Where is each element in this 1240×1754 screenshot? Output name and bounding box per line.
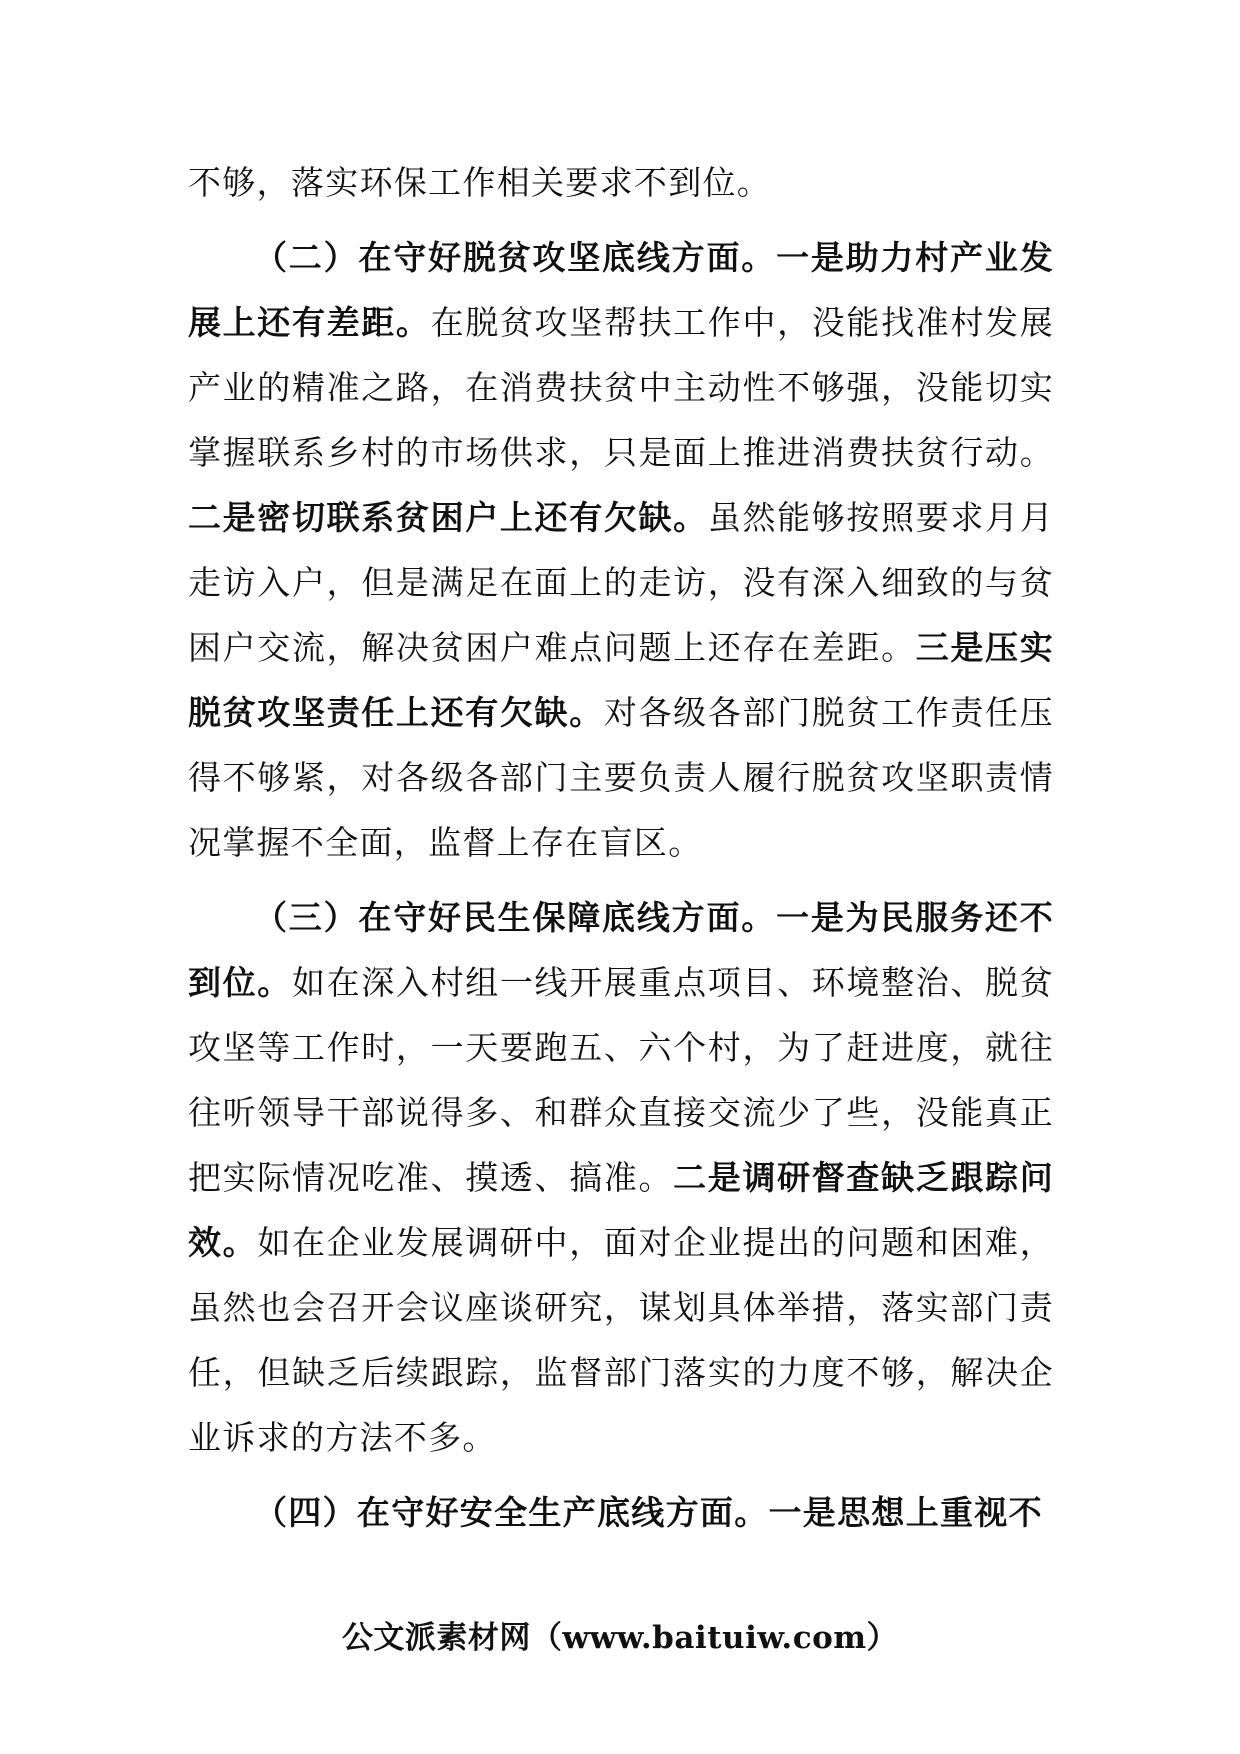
page-footer-watermark: 公文派素材网（www.baituiw.com） (341, 1620, 899, 1656)
paragraph-spacer (188, 1470, 1054, 1480)
point-text: 虽然能够按照要求月月走访入户，但是满足在面上的走访，没有深入细致的与贫困户交流，解决贫困户难点问题上还存在差距。 (188, 498, 1055, 667)
paragraph-continuation (188, 150, 1054, 215)
point-title: 一是助力村产业发展上还有差距。 (188, 238, 1055, 342)
section-livelihood (188, 885, 1054, 1470)
point-title: 一是为民服务还不到位。 (188, 898, 1055, 1002)
section-poverty-alleviation (188, 225, 1054, 875)
section-work-safety (188, 1480, 1054, 1545)
document-body (188, 150, 1054, 1545)
point-text: 如在深入村组一线开展重点项目、环境整治、脱贫攻坚等工作时，一天要跑五、六个村，为了赶进度，就往往听领导干部说得多、和群众直接交流少了些，没能真正把实际情况吃准、摸透、搞准。 (188, 963, 1054, 1197)
paragraph-spacer (188, 875, 1054, 885)
point-title: 二是密切联系贫困户上还有欠缺。 (188, 498, 708, 537)
point-text: 在脱贫攻坚帮扶工作中，没能找准村发展产业的精准之路，在消费扶贫中主动性不够强，没能切实掌握联系乡村的市场供求，只是面上推进消费扶贫行动。 (188, 303, 1054, 472)
paragraph-text: 不够，落实环保工作相关要求不到位。 (188, 163, 772, 202)
point-title: 二是调研督查缺乏跟踪问效。 (188, 1158, 1054, 1262)
point-text: 对各级各部门脱贫工作责任压得不够紧，对各级各部门主要负责人履行脱贫攻坚职责情况掌握不全面，监督上存在盲区。 (188, 693, 1054, 862)
point-text: 如在企业发展调研中，面对企业提出的问题和困难，虽然也会召开会议座谈研究，谋划具体举措，落实部门责任，但缺乏后续跟踪，监督部门落实的力度不够，解决企业诉求的方法不多。 (188, 1223, 1054, 1457)
section-heading: （四）在守好安全生产底线方面。 (254, 1493, 769, 1532)
point-title: 三是压实脱贫攻坚责任上还有欠缺。 (188, 628, 1054, 732)
point-title: 一是思想上重视不 (768, 1493, 1043, 1532)
section-heading: （二）在守好脱贫攻坚底线方面。 (254, 238, 777, 277)
paragraph-spacer (188, 215, 1054, 225)
section-heading: （三）在守好民生保障底线方面。 (254, 898, 777, 937)
